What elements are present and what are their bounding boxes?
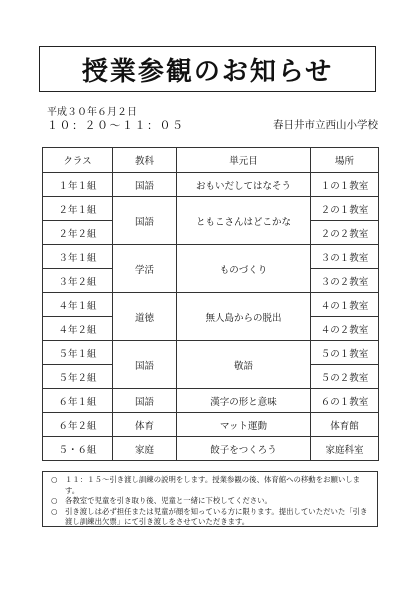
bullet-icon: ○ bbox=[51, 496, 58, 505]
place-cell: 家庭科室 bbox=[311, 437, 379, 461]
class-cell: ２年１組 bbox=[43, 197, 113, 221]
table-row bbox=[43, 341, 379, 365]
header-class: クラス bbox=[43, 148, 113, 173]
subject-cell: 国語 bbox=[113, 389, 177, 413]
place-cell: ２の２教室 bbox=[311, 221, 379, 245]
subject-cell: 道徳 bbox=[113, 293, 177, 341]
header-place: 場所 bbox=[311, 148, 379, 173]
class-cell: １年１組 bbox=[43, 173, 113, 197]
table-row bbox=[43, 197, 379, 221]
place-cell: ５の１教室 bbox=[311, 341, 379, 365]
place-cell: ５の２教室 bbox=[311, 365, 379, 389]
subject-cell: 国語 bbox=[113, 173, 177, 197]
schedule-table bbox=[42, 147, 379, 461]
table-row bbox=[43, 173, 379, 197]
title-box bbox=[39, 46, 376, 92]
class-cell: ６年２組 bbox=[43, 413, 113, 437]
unit-cell: ともこさんはどこかな bbox=[177, 197, 311, 245]
table-row bbox=[43, 413, 379, 437]
place-cell: １の１教室 bbox=[311, 173, 379, 197]
class-cell: ３年２組 bbox=[43, 269, 113, 293]
unit-cell: おもいだしてはなそう bbox=[177, 173, 311, 197]
note-text: 各教室で児童を引き取り後、児童と一緒に下校してください。 bbox=[65, 496, 272, 505]
place-cell: ４の１教室 bbox=[311, 293, 379, 317]
unit-cell: 餃子をつくろう bbox=[177, 437, 311, 461]
class-cell: ２年２組 bbox=[43, 221, 113, 245]
event-date: 平成３０年６月２日 bbox=[47, 107, 137, 118]
page-title: 授業参観のお知らせ bbox=[81, 56, 334, 87]
note-item bbox=[51, 507, 372, 528]
subject-cell: 家庭 bbox=[113, 437, 177, 461]
class-cell: ５年１組 bbox=[43, 341, 113, 365]
table-row bbox=[43, 437, 379, 461]
subject-cell: 学活 bbox=[113, 245, 177, 293]
note-text: 引き渡しは必ず担任または児童が顔を知っている方に限ります。提出していただいた「引き渡し訓練出欠票」にて引き渡しをさせていただきます。 bbox=[65, 506, 368, 526]
class-cell: ４年１組 bbox=[43, 293, 113, 317]
header-unit: 単元目 bbox=[177, 148, 311, 173]
place-cell: ６の１教室 bbox=[311, 389, 379, 413]
table-row bbox=[43, 245, 379, 269]
place-cell: ３の１教室 bbox=[311, 245, 379, 269]
class-cell: ５年２組 bbox=[43, 365, 113, 389]
unit-cell: 無人島からの脱出 bbox=[177, 293, 311, 341]
subject-cell: 体育 bbox=[113, 413, 177, 437]
unit-cell: 漢字の形と意味 bbox=[177, 389, 311, 413]
header-subject: 教科 bbox=[113, 148, 177, 173]
class-cell: ４年２組 bbox=[43, 317, 113, 341]
class-cell: ３年１組 bbox=[43, 245, 113, 269]
place-cell: ４の２教室 bbox=[311, 317, 379, 341]
unit-cell: 敬語 bbox=[177, 341, 311, 389]
subject-cell: 国語 bbox=[113, 341, 177, 389]
note-text: １１：１５～引き渡し訓練の説明をします。授業参観の後、体育館への移動をお願いします。 bbox=[65, 475, 361, 495]
place-cell: ２の１教室 bbox=[311, 197, 379, 221]
note-item bbox=[51, 475, 372, 496]
subject-cell: 国語 bbox=[113, 197, 177, 245]
notes-box bbox=[42, 471, 378, 527]
note-item bbox=[51, 496, 372, 507]
school-name: 春日井市立西山小学校 bbox=[273, 119, 378, 131]
event-time: １０：２０～１１：０５ bbox=[47, 119, 185, 132]
unit-cell: ものづくり bbox=[177, 245, 311, 293]
class-cell: ５・６組 bbox=[43, 437, 113, 461]
table-row bbox=[43, 389, 379, 413]
table-header-row bbox=[43, 148, 379, 173]
unit-cell: マット運動 bbox=[177, 413, 311, 437]
place-cell: 体育館 bbox=[311, 413, 379, 437]
place-cell: ３の２教室 bbox=[311, 269, 379, 293]
bullet-icon: ○ bbox=[51, 475, 58, 484]
table-row bbox=[43, 293, 379, 317]
class-cell: ６年１組 bbox=[43, 389, 113, 413]
bullet-icon: ○ bbox=[51, 506, 58, 516]
